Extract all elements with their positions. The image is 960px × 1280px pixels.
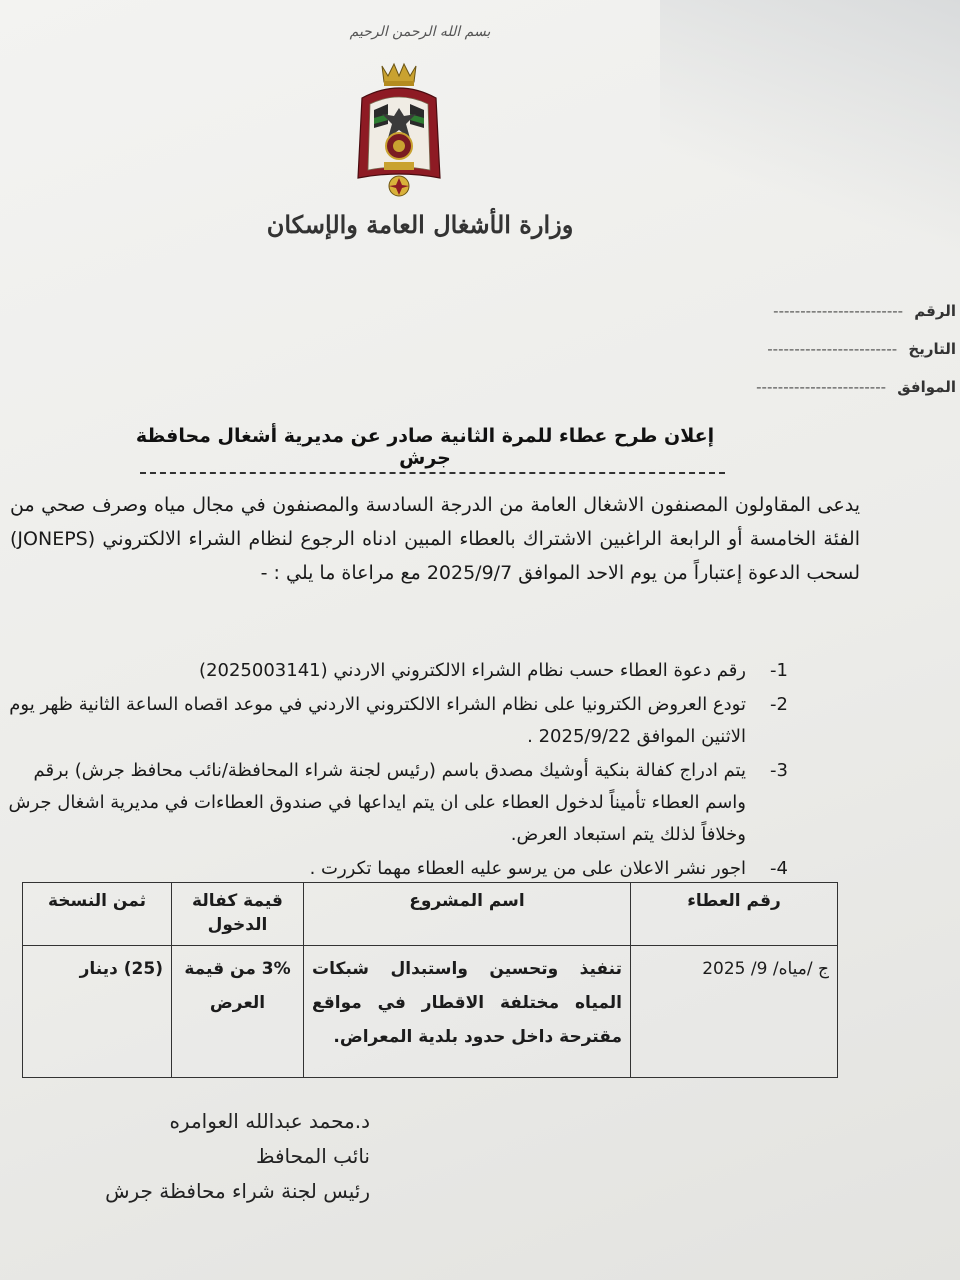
list-item bbox=[8, 655, 788, 687]
table-header-row bbox=[23, 883, 838, 946]
list-item bbox=[8, 853, 788, 885]
header-copy-price: ثمن النسخة bbox=[23, 883, 172, 946]
signature-block bbox=[40, 1104, 370, 1209]
title-divider bbox=[140, 472, 725, 474]
basmala-text: بسم الله الرحمن الرحيم bbox=[349, 24, 491, 40]
cell-tender-number: ج /مياه/ 9/ 2025 bbox=[631, 946, 838, 1078]
reference-date-placeholder: ------------------------ bbox=[767, 340, 898, 358]
ministry-name: وزارة الأشغال العامة والإسكان bbox=[266, 210, 574, 239]
header-tender-number: رقم العطاء bbox=[631, 883, 838, 946]
list-item-text: اجور نشر الاعلان على من يرسو عليه العطاء مهما تكررت . bbox=[309, 858, 746, 879]
cell-copy-price: (25) دينار bbox=[23, 946, 172, 1078]
signatory-name: د.محمد عبدالله العوامره bbox=[169, 1109, 370, 1133]
signatory-role: نائب المحافظ bbox=[256, 1144, 370, 1168]
list-item-number: 4- bbox=[770, 858, 788, 879]
cell-bond-value: 3% من قيمة العرض bbox=[172, 946, 304, 1078]
reference-fields bbox=[666, 292, 956, 406]
list-item-text: رقم دعوة العطاء حسب نظام الشراء الالكتروني الاردني (2025003141) bbox=[199, 660, 746, 681]
reference-corresponding-row bbox=[666, 368, 956, 406]
list-item-text: تودع العروض الكترونيا على نظام الشراء الالكتروني الاردني في موعد اقصاه الساعة الثانية ظهر يوم الاثنين الموافق 2025/9/22 . bbox=[9, 694, 746, 747]
list-item-number: 2- bbox=[770, 694, 788, 715]
jordan-coat-of-arms-icon bbox=[344, 58, 454, 208]
list-item-number: 1- bbox=[770, 660, 788, 681]
reference-number-label: الرقم bbox=[914, 302, 956, 320]
table-row bbox=[23, 946, 838, 1078]
list-item-number: 3- bbox=[770, 760, 788, 781]
conditions-list bbox=[8, 655, 788, 887]
reference-date-label: التاريخ bbox=[908, 340, 956, 358]
reference-number-placeholder: ------------------------ bbox=[773, 302, 904, 320]
header-bond-value: قيمة كفالة الدخول bbox=[172, 883, 304, 946]
reference-corresponding-placeholder: ------------------------ bbox=[756, 378, 887, 396]
signatory-committee: رئيس لجنة شراء محافظة جرش bbox=[105, 1179, 370, 1203]
reference-date-row bbox=[666, 330, 956, 368]
reference-number-row bbox=[666, 292, 956, 330]
cell-project-name: تنفيذ وتحسين واستبدال شبكات المياه مختلفة الاقطار في مواقع مقترحة داخل حدود بلدية المعراض. bbox=[304, 946, 631, 1078]
list-item bbox=[8, 755, 788, 851]
reference-corresponding-label: الموافق bbox=[897, 378, 956, 396]
announcement-body: يدعى المقاولون المصنفون الاشغال العامة من الدرجة السادسة والمصنفون في مجال مياه وصرف صحي من الفئة الخامسة أو الرابعة الراغبين الاشتراك بالعطاء المبين ادناه الرجوع لنظام الشراء الالكتروني (JONEPS) لسحب الدعوة إعتباراً من يوم الاحد الموافق 2025/9/7 مع مراعاة ما يلي : - bbox=[10, 494, 860, 584]
paper-shadow bbox=[660, 0, 960, 260]
header-project-name: اسم المشروع bbox=[304, 883, 631, 946]
list-item bbox=[8, 689, 788, 753]
tender-table bbox=[22, 882, 838, 1078]
list-item-text: يتم ادراج كفالة بنكية أوشيك مصدق باسم (رئيس لجنة شراء المحافظة/نائب محافظ جرش) برقم واسم العطاء تأميناً لدخول العطاء على ان يتم ايداعها في صندوق العطاءات في مديرية اشغال جرش وخلافاً لذلك يتم استبعاد العرض. bbox=[8, 760, 746, 845]
announcement-title: إعلان طرح عطاء للمرة الثانية صادر عن مديرية أشغال محافظة جرش bbox=[135, 425, 715, 469]
letterhead bbox=[260, 10, 580, 250]
